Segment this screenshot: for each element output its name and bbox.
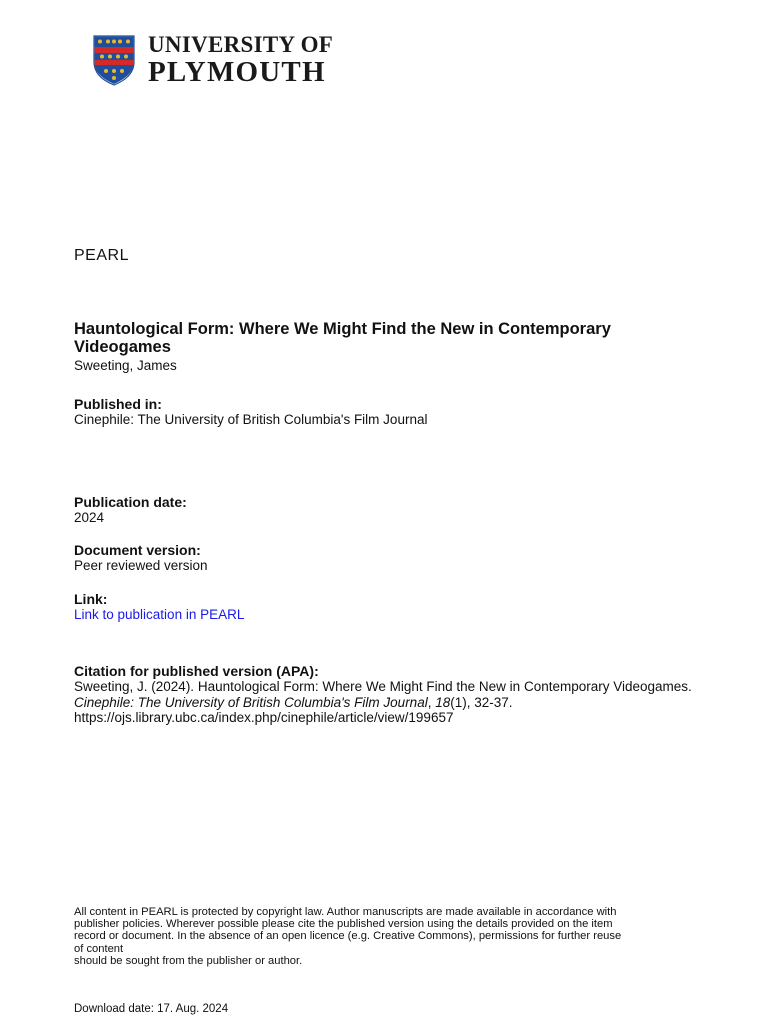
- citation-section: [74, 663, 704, 726]
- citation-part2: (1), 32-37.: [450, 694, 513, 710]
- university-logo: [92, 34, 352, 88]
- publication-link[interactable]: Link to publication in PEARL: [74, 607, 245, 622]
- rights-line: of content: [74, 942, 124, 955]
- rights-line: record or document. In the absence of an open licence (e.g. Creative Commons), permissions for further reuse: [74, 930, 622, 943]
- document-version-value: Peer reviewed version: [74, 558, 208, 573]
- link-label: Link:: [74, 591, 108, 607]
- published-in-value: Cinephile: The University of British Columbia's Film Journal: [74, 412, 428, 427]
- university-crest-icon: [92, 34, 136, 86]
- publication-date-section: [74, 494, 187, 526]
- repository-name: PEARL: [74, 247, 129, 264]
- published-in-label: Published in:: [74, 396, 162, 412]
- document-version-label: Document version:: [74, 542, 201, 558]
- link-section: [74, 591, 244, 623]
- citation-volume: 18: [435, 694, 451, 710]
- citation-label: Citation for published version (APA):: [74, 663, 319, 679]
- document-title: Hauntological Form: Where We Might Find the New in Contemporary Videogames: [74, 320, 611, 356]
- rights-line: publisher policies. Wherever possible please cite the published version using the details provided on the item: [74, 918, 613, 931]
- citation-url: https://ojs.library.ubc.ca/index.php/cinephile/article/view/199657: [74, 710, 454, 725]
- wordmark-line2: PLYMOUTH: [148, 56, 326, 88]
- university-wordmark: [148, 32, 333, 86]
- rights-statement: [74, 906, 714, 967]
- rights-line: All content in PEARL is protected by copyright law. Author manuscripts are made available in accordance with: [74, 906, 617, 918]
- publication-date-value: 2024: [74, 510, 105, 525]
- rights-line: should be sought from the publisher or author.: [74, 954, 303, 967]
- citation-journal: Cinephile: The University of British Columbia's Film Journal: [74, 694, 428, 710]
- published-in-section: [74, 396, 427, 428]
- citation-text: [74, 679, 704, 726]
- document-version-section: [74, 542, 208, 574]
- citation-part1: Sweeting, J. (2024). Hauntological Form: Where We Might Find the New in Contemporary Videogames.: [74, 679, 692, 694]
- citation-separator: ,: [427, 694, 436, 710]
- download-date: Download date: 17. Aug. 2024: [74, 1003, 229, 1015]
- publication-date-label: Publication date:: [74, 494, 187, 510]
- wordmark-line1: UNIVERSITY OF: [148, 32, 334, 57]
- authors: Sweeting, James: [74, 358, 177, 373]
